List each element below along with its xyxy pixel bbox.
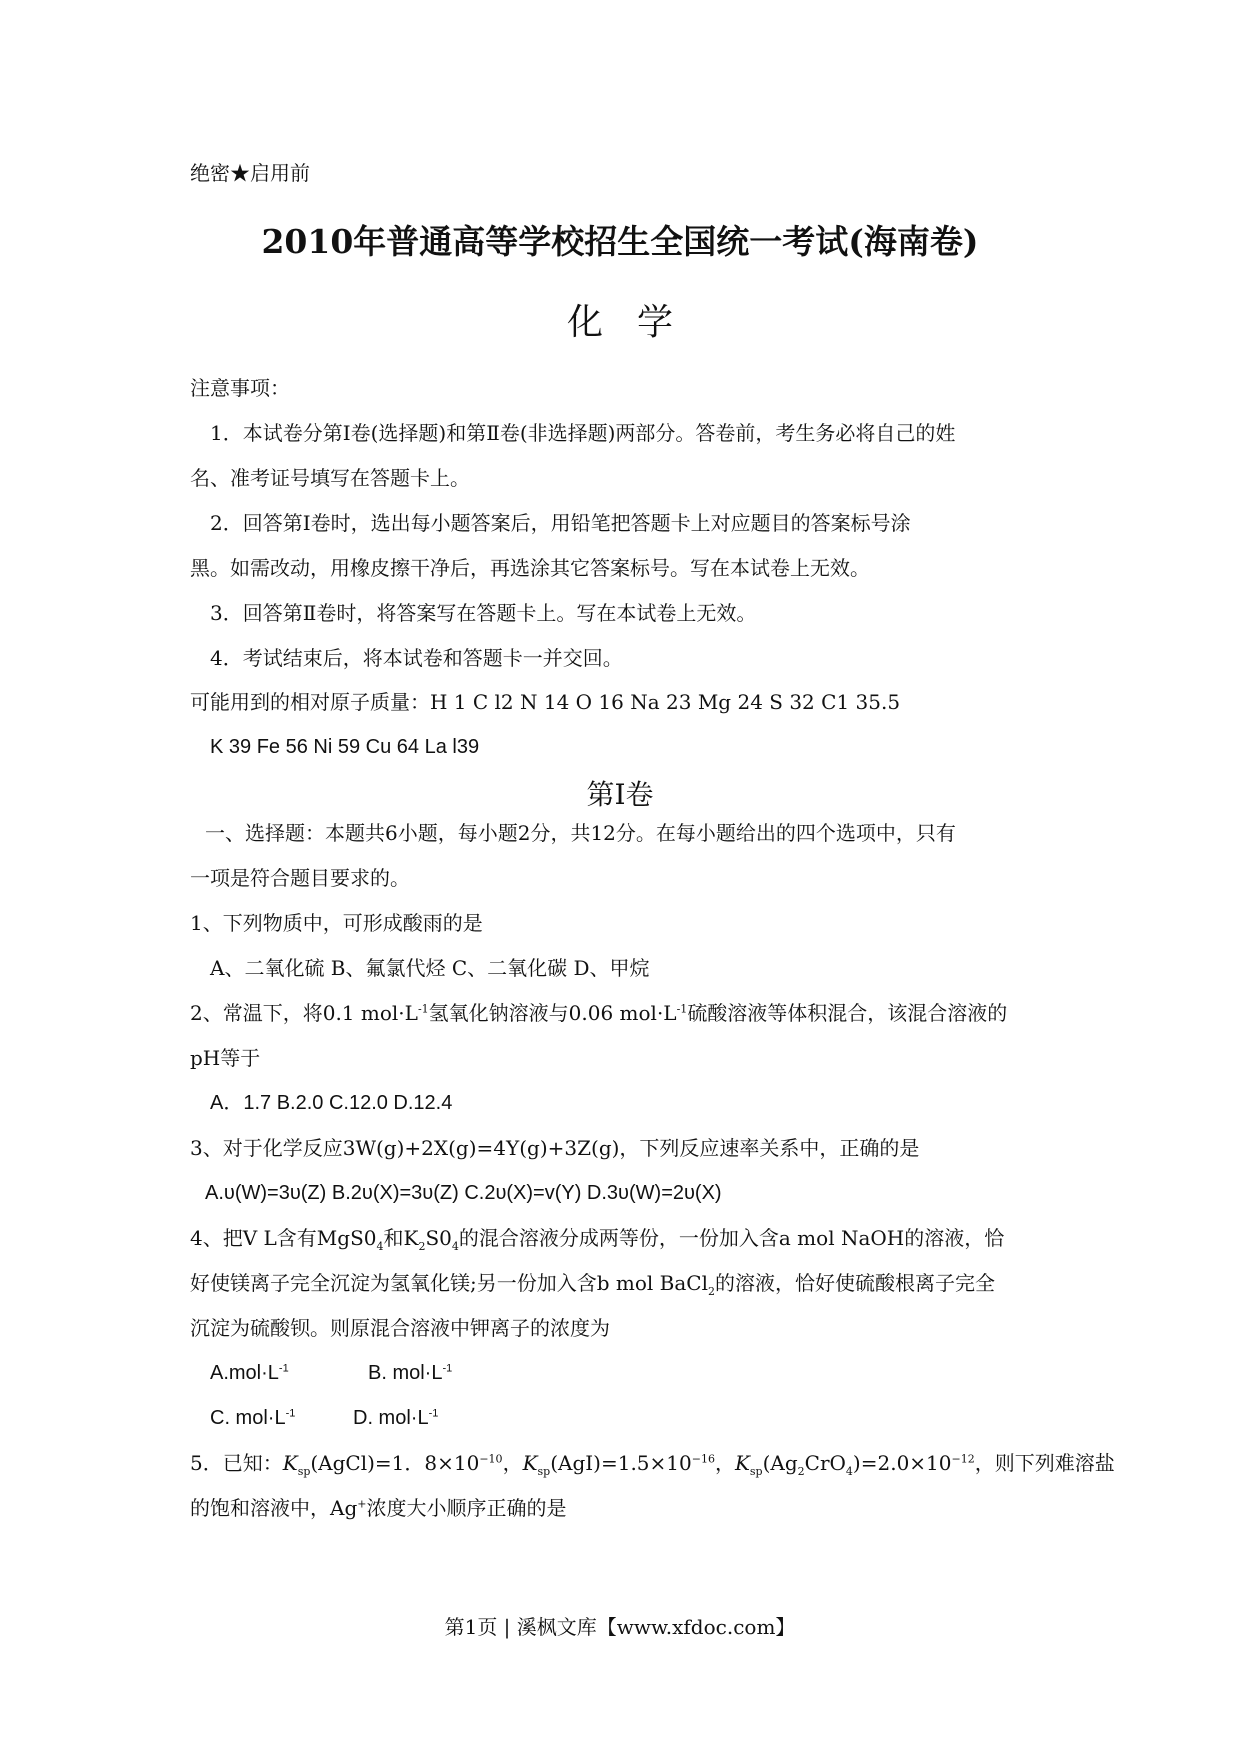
question-1-options: A、二氧化硫 B、氟氯代烃 C、二氧化碳 D、甲烷 <box>210 956 650 980</box>
question-3-options: A.υ(W)=3υ(Z) B.2υ(X)=3υ(Z) C.2υ(X)=v(Y) D.3υ(W)=2υ(X) <box>205 1182 722 1204</box>
question-4-stem-cont: 好使镁离子完全沉淀为氢氧化镁;另一份加入含b mol BaCl$_2$的溶液，恰好使硫酸根离子完全 <box>190 1271 995 1298</box>
section-title: 第Ⅰ卷 <box>586 778 654 811</box>
atomic-mass-line-1: 可能用到的相对原子质量：H 1 C l2 N 14 O 16 Na 23 Mg 24 S 32 C1 35.5 <box>190 690 901 714</box>
question-2-stem: 2、常温下，将0.1 $mol\cdot L^{-1}$氢氧化钠溶液与0.06 $mol\cdot L^{-1}$硫酸溶液等体积混合，该混合溶液的 <box>190 1001 1008 1025</box>
question-2-options: A．1.7 B.2.0 C.12.0 D.12.4 <box>210 1092 453 1114</box>
question-4-stem-cont-2: 沉淀为硫酸钡。则原混合溶液中钾离子的浓度为 <box>190 1316 610 1340</box>
notice-item-3: 3．回答第Ⅱ卷时，将答案写在答题卡上。写在本试卷上无效。 <box>210 601 757 625</box>
question-5-stem-cont: 的饱和溶液中，Ag+浓度大小顺序正确的是 <box>190 1496 567 1520</box>
exam-title: 2010年普通高等学校招生全国统一考试(海南卷) <box>261 222 979 261</box>
section-intro-cont: 一项是符合题目要求的。 <box>190 866 410 890</box>
question-4-option-a: $A.mol\cdot L^{-1}$ <box>210 1362 289 1384</box>
question-5-stem: 5．已知：$K_{sp}(AgCl)=1$．$8\times 10^{-10}$，$K_{sp}(AgI)=1.5\times 10^{-16}$，$K_{sp}(Ag_2CrO_4)=2.0\times 10^{-12}$，则下列难溶盐 <box>190 1451 1115 1478</box>
notice-heading: 注意事项： <box>190 376 290 400</box>
question-1-stem: 1、下列物质中，可形成酸雨的是 <box>190 911 483 935</box>
question-3-stem: 3、对于化学反应3W(g)+2X(g)=4Y(g)+3Z(g)，下列反应速率关系中，正确的是 <box>190 1136 920 1160</box>
section-intro: 一、选择题：本题共6小题，每小题2分，共12分。在每小题给出的四个选项中，只有 <box>205 821 956 845</box>
notice-item-1-cont: 名、准考证号填写在答题卡上。 <box>190 466 470 490</box>
notice-item-4: 4．考试结束后，将本试卷和答题卡一并交回。 <box>210 646 623 670</box>
question-4-stem: 4、把V L含有$MgS0_4$和$K_2S0_4$的混合溶液分成两等份，一份加入含a mol NaOH的溶液，恰 <box>190 1226 1005 1253</box>
notice-item-2-cont: 黑。如需改动，用橡皮擦干净后，再选涂其它答案标号。写在本试卷上无效。 <box>190 556 870 580</box>
subject-title: 化学 <box>566 302 707 343</box>
page-footer: 第1页 | 溪枫文库【www.xfdoc.com】 <box>444 1615 796 1639</box>
question-2-stem-cont: pH等于 <box>190 1046 261 1070</box>
notice-item-2: 2．回答第Ⅰ卷时，选出每小题答案后，用铅笔把答题卡上对应题目的答案标号涂 <box>210 511 911 535</box>
atomic-mass-line-2: K 39 Fe 56 Ni 59 Cu 64 La l39 <box>210 736 480 758</box>
question-4-option-c: C. $mol\cdot L^{-1}$ <box>210 1407 296 1429</box>
confidential-mark: 绝密★启用前 <box>190 161 310 185</box>
question-4-option-b: B. $mol\cdot L^{-1}$ <box>368 1362 453 1384</box>
notice-item-1: 1．本试卷分第Ⅰ卷(选择题)和第Ⅱ卷(非选择题)两部分。答卷前，考生务必将自己的姓 <box>210 421 956 445</box>
question-4-option-d: D. $mol\cdot L^{-1}$ <box>353 1407 439 1429</box>
